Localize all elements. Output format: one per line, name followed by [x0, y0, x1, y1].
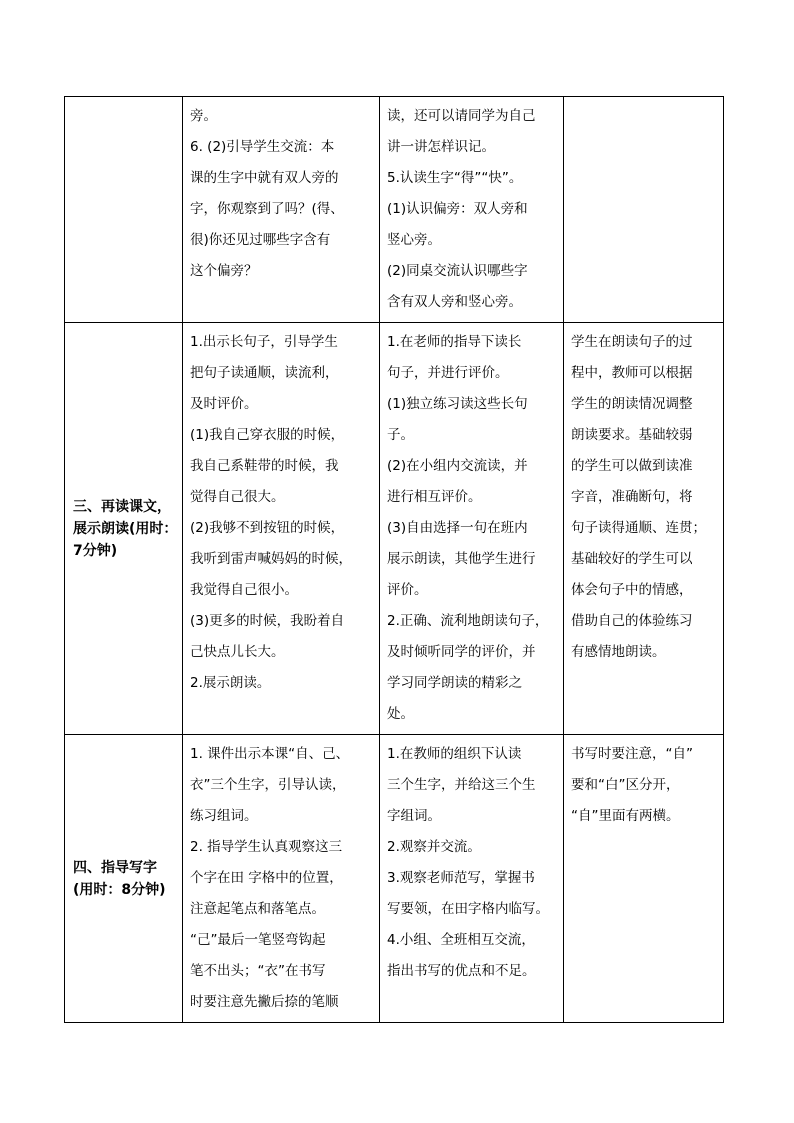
cell-text-line: 字，你观察到了吗？(得、: [190, 201, 344, 217]
cell-text-line: 展示朗读，其他学生进行: [387, 551, 536, 567]
cell-text-line: (1)我自己穿衣服的时候，: [190, 427, 345, 443]
cell-text-line: 三、再读课文，: [73, 498, 171, 515]
cell-text-line: 讲一讲怎样识记。: [387, 139, 495, 155]
cell-text-line: 笔不出头；“衣”在书写: [190, 963, 326, 979]
cell-text-line: (2)我够不到按钮的时候，: [190, 520, 345, 536]
cell-text-line: (2)在小组内交流读，并: [387, 458, 528, 474]
cell-text-line: 2. 指导学生认真观察这三: [190, 839, 343, 855]
cell-text-line: 评价。: [387, 582, 428, 598]
cell-text-line: 时要注意先撇后捺的笔顺: [190, 994, 339, 1010]
cell-text-line: “己”最后一笔竖弯钩起: [190, 932, 326, 948]
student-activity-cell: [380, 323, 564, 735]
cell-text-line: 注意起笔点和落笔点。: [190, 901, 325, 917]
design-note-cell: [564, 97, 724, 323]
lesson-plan-table: [64, 96, 724, 1023]
cell-text-line: 写要领，在田字格内临写。: [387, 901, 549, 917]
lesson-plan-body: [65, 97, 724, 1023]
cell-text-line: (2)同桌交流认识哪些字: [387, 263, 528, 279]
cell-text-line: “自”里面有两横。: [571, 808, 680, 824]
cell-text-line: 把句子读通顺，读流利，: [190, 365, 339, 381]
student-activity-cell: [380, 735, 564, 1023]
cell-text-line: 三个生字，并给这三个生: [387, 777, 536, 793]
cell-text-line: 处。: [387, 706, 414, 722]
cell-text-line: 我觉得自己很小。: [190, 582, 298, 598]
cell-text-line: (1)独立练习读这些长句: [387, 396, 528, 412]
design-note-cell: [564, 735, 724, 1023]
cell-text-line: 书写时要注意，“自”: [571, 746, 693, 762]
cell-text-line: 字组词。: [387, 808, 441, 824]
cell-text-line: 指出书写的优点和不足。: [387, 963, 536, 979]
cell-text-line: 体会句子中的情感，: [571, 582, 693, 598]
cell-text-line: 2.展示朗读。: [190, 675, 271, 691]
teacher-activity-cell: [183, 97, 380, 323]
cell-text-line: 4.小组、全班相互交流，: [387, 932, 535, 948]
cell-text-line: 句子，并进行评价。: [387, 365, 509, 381]
cell-text-line: 子。: [387, 427, 414, 443]
cell-text-line: 2.观察并交流。: [387, 839, 481, 855]
cell-text-line: 衣”三个生字，引导认读，: [190, 777, 346, 793]
cell-text-line: 及时倾听同学的评价，并: [387, 644, 536, 660]
cell-text-line: 字音，准确断句，将: [571, 489, 693, 505]
cell-text-line: 个字在田 字格中的位置，: [190, 870, 343, 886]
cell-text-line: 句子读得通顺、连贯；: [571, 520, 706, 536]
cell-text-line: 这个偏旁？: [190, 263, 258, 279]
cell-text-line: 6. (2)引导学生交流：本: [190, 139, 335, 155]
cell-text-line: 很)你还见过哪些字含有: [190, 232, 331, 248]
cell-text-line: 学习同学朗读的精彩之: [387, 675, 522, 691]
cell-text-line: 5.认读生字“得”“快”。: [387, 170, 523, 186]
cell-text-line: 朗读要求。基础较弱: [571, 427, 693, 443]
cell-text-line: 我听到雷声喊妈妈的时候，: [190, 551, 352, 567]
cell-text-line: 己快点儿长大。: [190, 644, 285, 660]
cell-text-line: 读，还可以请同学为自己: [387, 108, 536, 124]
cell-text-line: 有感情地朗读。: [571, 644, 666, 660]
cell-text-line: 要和“白”区分开，: [571, 777, 680, 793]
cell-text-line: 觉得自己很大。: [190, 489, 285, 505]
cell-text-line: (1)认识偏旁：双人旁和: [387, 201, 528, 217]
cell-text-line: (3)更多的时候，我盼着自: [190, 613, 345, 629]
cell-text-line: 及时评价。: [190, 396, 258, 412]
design-note-cell: [564, 323, 724, 735]
student-activity-cell: [380, 97, 564, 323]
stage-cell: [65, 97, 183, 323]
cell-text-line: 旁。: [190, 108, 217, 124]
cell-text-line: 借助自己的体验练习: [571, 613, 693, 629]
cell-text-line: 四、指导写字: [73, 859, 157, 876]
cell-text-line: 基础较好的学生可以: [571, 551, 693, 567]
table-row: [65, 735, 724, 1023]
cell-text-line: (用时：8分钟): [73, 881, 166, 898]
cell-text-line: 展示朗读(用时：: [73, 520, 178, 537]
cell-text-line: 7分钟): [73, 542, 118, 559]
cell-text-line: (3)自由选择一句在班内: [387, 520, 528, 536]
cell-text-line: 1.出示长句子，引导学生: [190, 334, 338, 350]
cell-text-line: 学生的朗读情况调整: [571, 396, 693, 412]
cell-text-line: 的学生可以做到读准: [571, 458, 693, 474]
cell-text-line: 程中，教师可以根据: [571, 365, 693, 381]
cell-text-line: 3.观察老师范写，掌握书: [387, 870, 535, 886]
table-row: [65, 323, 724, 735]
table-row: [65, 97, 724, 323]
cell-text-line: 含有双人旁和竖心旁。: [387, 294, 522, 310]
cell-text-line: 学生在朗读句子的过: [571, 334, 693, 350]
cell-text-line: 我自己系鞋带的时候，我: [190, 458, 339, 474]
stage-cell: [65, 323, 183, 735]
cell-text-line: 2.正确、流利地朗读句子，: [387, 613, 549, 629]
stage-cell: [65, 735, 183, 1023]
cell-text-line: 1. 课件出示本课“自、己、: [190, 746, 350, 762]
cell-text-line: 1.在教师的组织下认读: [387, 746, 522, 762]
cell-text-line: 1.在老师的指导下读长: [387, 334, 522, 350]
cell-text-line: 竖心旁。: [387, 232, 441, 248]
cell-text-line: 进行相互评价。: [387, 489, 482, 505]
cell-text-line: 课的生字中就有双人旁的: [190, 170, 339, 186]
cell-text-line: 练习组词。: [190, 808, 258, 824]
teacher-activity-cell: [183, 323, 380, 735]
teacher-activity-cell: [183, 735, 380, 1023]
